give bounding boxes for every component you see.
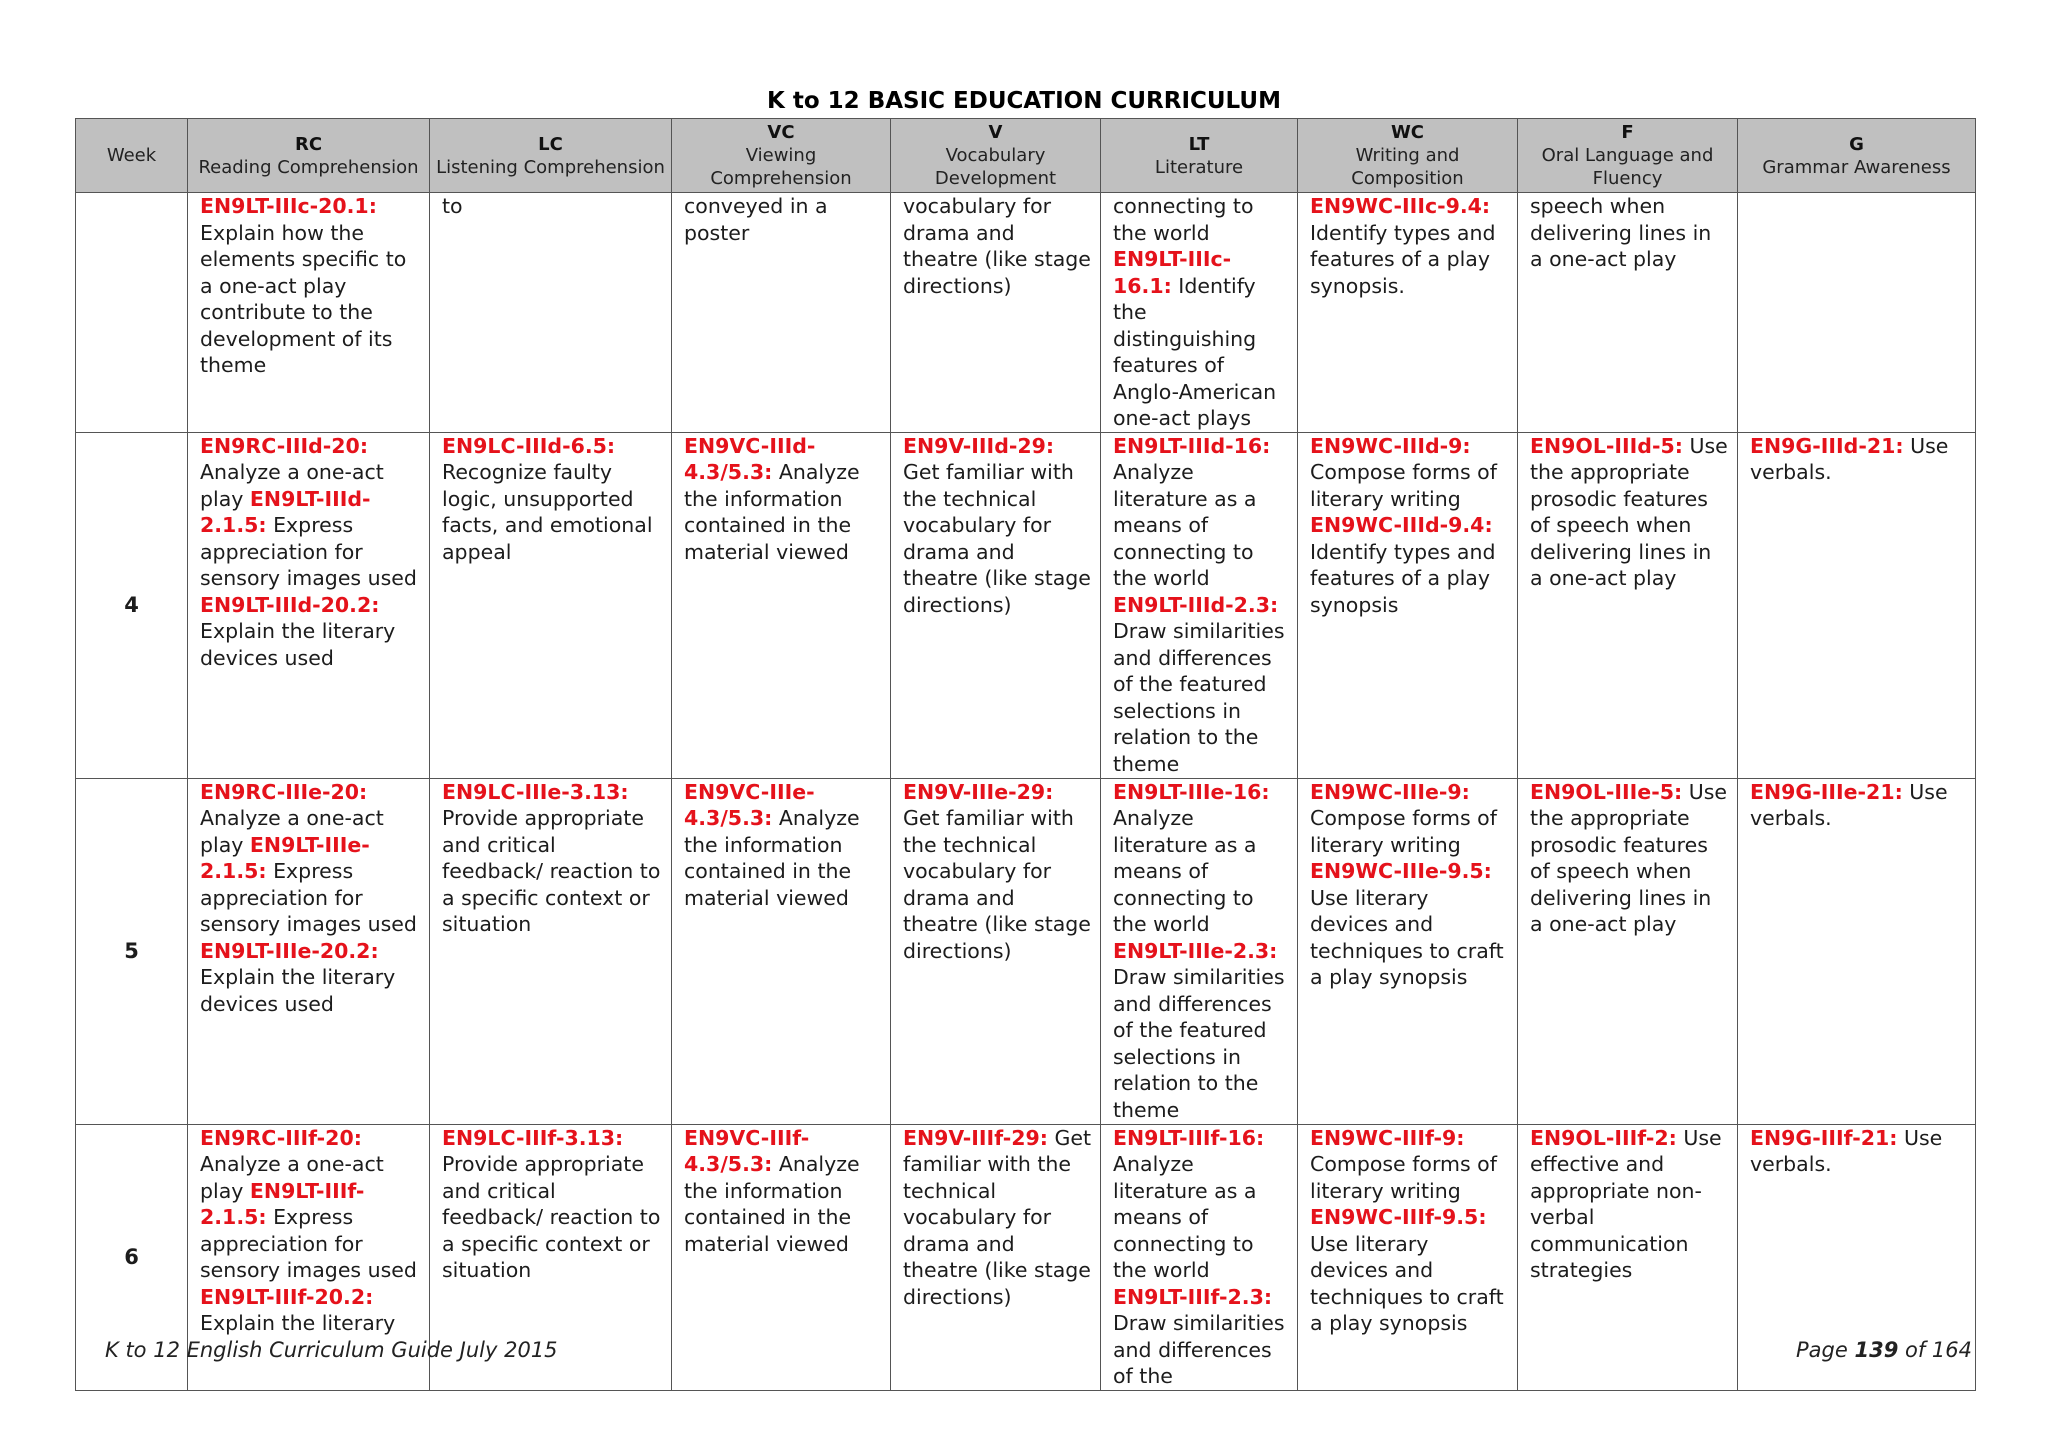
competency-cell (672, 778, 891, 1124)
competency-code: EN9G-IIIf-21: (1750, 1125, 1898, 1150)
competency-code: EN9LT-IIId-2.1.5: (200, 486, 371, 537)
competency-cell (188, 193, 430, 433)
competency-text: Analyze a one-act play (200, 806, 384, 857)
competency-code: EN9RC-IIId-20: (200, 433, 369, 458)
competency-text: Use the appropriate prosodic features of speech when delivering lines in a one-act play (1530, 779, 1728, 936)
page-number: 139 (1854, 1338, 1899, 1362)
table-row (76, 193, 1976, 433)
competency-text: Draw similarities and differences of the (1113, 1311, 1285, 1388)
page-suffix: of 164 (1898, 1338, 1972, 1362)
competency-cell (1518, 778, 1738, 1124)
competency-cell (1101, 1124, 1298, 1390)
competency-code: EN9WC-IIIe-9.5: (1310, 859, 1492, 883)
competency-cell (430, 778, 672, 1124)
competency-text: Use verbals. (1750, 433, 1949, 484)
competency-text: Get familiar with the technical vocabulary for drama and theatre (like stage directions) (903, 1125, 1092, 1309)
competency-code: EN9V-IIIe-29: (903, 779, 1054, 804)
competency-text: Analyze literature as a means of connecting to the world (1113, 806, 1257, 936)
competency-cell (1738, 193, 1976, 433)
competency-text: Analyze a one-act play (200, 1152, 384, 1203)
column-header-wc (1298, 119, 1518, 193)
competency-cell (1101, 193, 1298, 433)
column-header-rc (188, 119, 430, 193)
competency-text: Draw similarities and differences of the featured selections in relation to the theme (1113, 965, 1285, 1122)
column-header-v (891, 119, 1101, 193)
competency-text: Analyze the information contained in the material viewed (684, 460, 860, 564)
competency-text: speech when delivering lines in a one-act play (1530, 194, 1712, 271)
competency-text: Analyze the information contained in the material viewed (684, 1152, 860, 1256)
competency-text: connecting to the world (1113, 194, 1254, 245)
competency-code: EN9RC-IIIe-20: (200, 779, 368, 804)
column-label: Listening Comprehension (436, 156, 665, 178)
competency-text: Compose forms of literary writing (1310, 806, 1497, 857)
competency-text: Identify types and features of a play synopsis (1310, 539, 1496, 617)
document-title: K to 12 BASIC EDUCATION CURRICULUM (767, 88, 1281, 114)
competency-cell (891, 432, 1101, 778)
competency-text: conveyed in a poster (684, 194, 828, 245)
competency-code: EN9V-IIIf-29: (903, 1125, 1048, 1150)
competency-text: Express appreciation for sensory images used (200, 513, 417, 590)
column-header-lt (1101, 119, 1298, 193)
competency-text: Analyze literature as a means of connecting to the world (1113, 460, 1257, 590)
competency-code: EN9G-IIIe-21: (1750, 779, 1903, 804)
competency-code: EN9WC-IIIc-9.4: (1310, 194, 1491, 218)
column-label: Week (106, 145, 157, 166)
competency-cell (430, 193, 672, 433)
competency-code: EN9LT-IIIe-20.2: (200, 938, 379, 963)
column-code: F (1621, 122, 1634, 143)
competency-cell (672, 193, 891, 433)
competency-text: Use literary devices and techniques to craft a play synopsis (1310, 885, 1504, 989)
competency-code: EN9LT-IIIc-16.1: (1113, 247, 1232, 298)
header-row (76, 119, 1976, 193)
competency-text: Identify types and features of a play synopsis. (1310, 220, 1496, 298)
competency-code: EN9VC-IIIf-4.3/5.3: (684, 1125, 810, 1176)
competency-text: Analyze literature as a means of connecting to the world (1113, 1152, 1257, 1282)
competency-text: Provide appropriate and critical feedback/ reaction to a specific context or situation (442, 1152, 661, 1282)
competency-text: Explain the literary (200, 1311, 396, 1335)
competency-code: EN9WC-IIIe-9: (1310, 779, 1470, 804)
competency-code: EN9LT-IIIf-2.3: (1113, 1284, 1273, 1309)
column-code: G (1849, 133, 1864, 155)
competency-code: EN9WC-IIId-9.4: (1310, 513, 1493, 537)
column-code: LT (1188, 133, 1210, 155)
competency-text: Use literary devices and techniques to craft a play synopsis (1310, 1231, 1504, 1335)
competency-cell (1298, 1124, 1518, 1390)
competency-cell (1518, 193, 1738, 433)
competency-cell (1298, 193, 1518, 433)
competency-text: Explain the literary devices used (200, 619, 396, 670)
competency-cell (1738, 432, 1976, 778)
competency-code: EN9LT-IIIf-16: (1113, 1125, 1265, 1150)
competency-text: Use the appropriate prosodic features of speech when delivering lines in a one-act play (1530, 433, 1728, 590)
competency-code: EN9OL-IIId-5: (1530, 433, 1683, 458)
column-code: WC (1390, 122, 1425, 143)
competency-text: Draw similarities and differences of the featured selections in relation to the theme (1113, 619, 1285, 776)
competency-cell (1518, 432, 1738, 778)
competency-text: Express appreciation for sensory images used (200, 1205, 417, 1282)
competency-code: EN9LT-IIIc-20.1: (200, 194, 377, 218)
column-label: Literature (1154, 156, 1244, 178)
page-prefix: Page (1796, 1338, 1855, 1362)
week-cell: 5 (76, 778, 188, 1124)
competency-text: Explain how the elements specific to a one-act play contribute to the development of its theme (200, 220, 407, 377)
table-body (76, 193, 1976, 1391)
competency-cell (1101, 778, 1298, 1124)
competency-cell (1101, 432, 1298, 778)
competency-cell (1518, 1124, 1738, 1390)
competency-code: EN9G-IIId-21: (1750, 433, 1904, 458)
competency-code: EN9WC-IIId-9: (1310, 433, 1471, 458)
curriculum-table (75, 118, 1976, 1391)
competency-text: vocabulary for drama and theatre (like stage directions) (903, 194, 1091, 298)
column-label: Vocabulary Development (934, 145, 1057, 189)
footer-page-info (1796, 1338, 1972, 1362)
competency-code: EN9LC-IIId-6.5: (442, 433, 616, 458)
competency-text: Recognize faulty logic, unsupported facts, and emotional appeal (442, 460, 653, 564)
competency-code: EN9OL-IIIf-2: (1530, 1125, 1677, 1150)
competency-code: EN9LT-IIIe-16: (1113, 779, 1270, 804)
competency-cell (1298, 432, 1518, 778)
competency-code: EN9LT-IIIe-2.3: (1113, 938, 1278, 963)
competency-code: EN9LT-IIIf-20.2: (200, 1284, 374, 1309)
column-header-week (76, 119, 188, 193)
competency-cell (672, 432, 891, 778)
competency-code: EN9LT-IIId-20.2: (200, 592, 380, 617)
table-row (76, 432, 1976, 778)
competency-code: EN9LT-IIId-2.3: (1113, 592, 1279, 617)
competency-code: EN9LT-IIIf-2.1.5: (200, 1178, 365, 1229)
competency-text: Identify the distinguishing features of Anglo-American one-act plays (1113, 273, 1277, 430)
competency-text: Express appreciation for sensory images used (200, 859, 417, 936)
competency-text: Analyze the information contained in the material viewed (684, 806, 860, 910)
competency-code: EN9VC-IIIe-4.3/5.3: (684, 779, 815, 830)
competency-code: EN9LT-IIIe-2.1.5: (200, 832, 370, 883)
column-header-f (1518, 119, 1738, 193)
column-label: Reading Comprehension (198, 156, 419, 178)
competency-cell (1738, 778, 1976, 1124)
column-label: Writing and Composition (1351, 145, 1464, 189)
column-code: LC (538, 133, 563, 155)
competency-cell (188, 432, 430, 778)
competency-text: Use effective and appropriate non-verbal communication strategies (1530, 1125, 1722, 1282)
competency-text: to (442, 194, 463, 218)
competency-text: Get familiar with the technical vocabulary for drama and theatre (like stage directions) (903, 460, 1091, 617)
competency-cell (1298, 778, 1518, 1124)
week-cell: 4 (76, 432, 188, 778)
competency-text: Use verbals. (1750, 779, 1948, 830)
competency-cell (188, 778, 430, 1124)
competency-text: Explain the literary devices used (200, 965, 396, 1016)
footer-guide-title: K to 12 English Curriculum Guide July 2015 (105, 1338, 558, 1362)
competency-text: Compose forms of literary writing (1310, 460, 1497, 511)
competency-text: Analyze a one-act play (200, 460, 384, 511)
competency-cell (430, 432, 672, 778)
table-row (76, 778, 1976, 1124)
competency-cell (891, 778, 1101, 1124)
competency-code: EN9WC-IIIf-9.5: (1310, 1205, 1487, 1229)
column-header-vc (672, 119, 891, 193)
competency-code: EN9RC-IIIf-20: (200, 1125, 362, 1150)
week-cell: 6 (76, 1124, 188, 1390)
column-code: V (988, 122, 1003, 143)
competency-text: Use verbals. (1750, 1125, 1943, 1176)
competency-code: EN9V-IIId-29: (903, 433, 1055, 458)
competency-cell (891, 193, 1101, 433)
column-label: Viewing Comprehension (710, 145, 852, 189)
column-header-g (1738, 119, 1976, 193)
competency-code: EN9VC-IIId-4.3/5.3: (684, 433, 816, 484)
competency-text: Provide appropriate and critical feedback/ reaction to a specific context or situation (442, 806, 661, 936)
competency-cell (672, 1124, 891, 1390)
competency-text: Compose forms of literary writing (1310, 1152, 1497, 1203)
competency-cell (891, 1124, 1101, 1390)
competency-code: EN9LT-IIId-16: (1113, 433, 1271, 458)
column-label: Grammar Awareness (1762, 156, 1951, 178)
column-code: VC (767, 122, 795, 143)
column-label: Oral Language and Fluency (1541, 145, 1714, 189)
column-code: RC (294, 133, 323, 155)
week-cell (76, 193, 188, 433)
column-header-lc (430, 119, 672, 193)
competency-text: Get familiar with the technical vocabulary for drama and theatre (like stage directions) (903, 806, 1091, 963)
competency-code: EN9LC-IIIf-3.13: (442, 1125, 624, 1150)
competency-code: EN9OL-IIIe-5: (1530, 779, 1683, 804)
competency-code: EN9WC-IIIf-9: (1310, 1125, 1465, 1150)
competency-code: EN9LC-IIIe-3.13: (442, 779, 629, 804)
